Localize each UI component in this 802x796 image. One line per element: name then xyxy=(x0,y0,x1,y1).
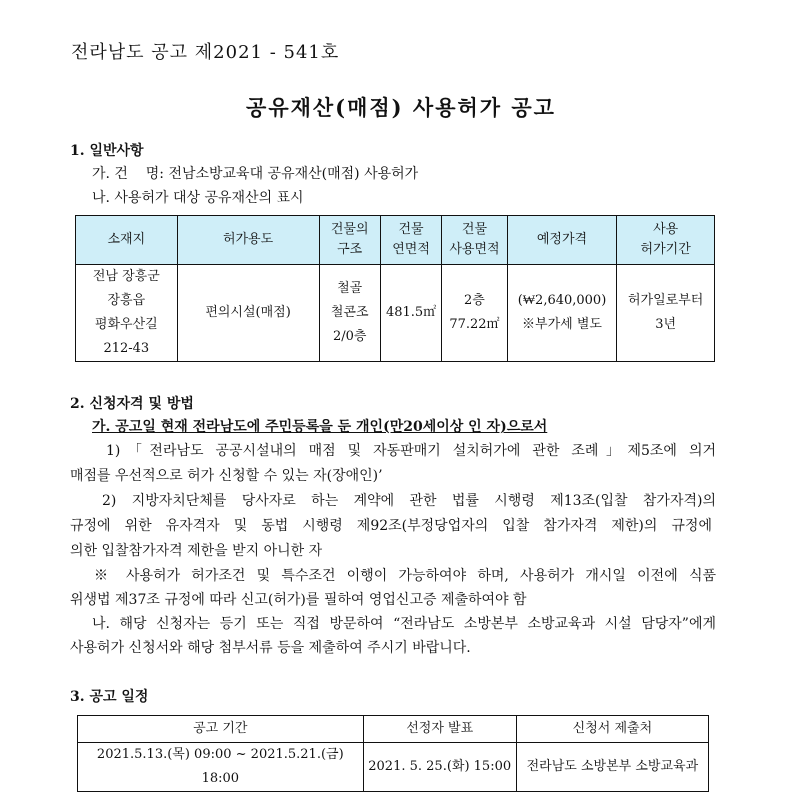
header-cell: 신청서 제출처 xyxy=(516,716,708,743)
table-cell: 전라남도 소방본부 소방교육과 xyxy=(516,743,708,792)
table-cell: 2021. 5. 25.(화) 15:00 xyxy=(363,743,516,792)
header-cell: 소재지 xyxy=(76,216,178,265)
table-cell: 편의시설(매점) xyxy=(177,265,319,362)
eligibility-2-line1: 2) 지방자치단체를 당사자로 하는 계약에 관한 법률 시행령 제13조(입찰 참가자격)의 xyxy=(102,493,716,509)
eligibility-2-line2: 규정에 위한 유자격자 및 동법 시행령 제92조(부정당업자의 입찰 참가자격 제한)의 규정에 xyxy=(70,518,712,534)
schedule-table-header xyxy=(78,716,709,743)
item-target: 나. 사용허가 대상 공유재산의 표시 xyxy=(92,190,304,206)
application-line2: 사용허가 신청서와 해당 첨부서류 등을 제출하여 주시기 바랍니다. xyxy=(70,640,471,656)
eligibility-2-line3: 의한 입찰참가자격 제한을 받지 아니한 자 xyxy=(70,543,323,559)
application-line1: 나. 해당 신청자는 등기 또는 직접 방문하여 “전라남도 소방본부 소방교육과 시설 담당자”에게 xyxy=(92,616,716,632)
table-cell: 철골 철콘조 2/0층 xyxy=(319,265,380,362)
table-cell: 허가일로부터 3년 xyxy=(617,265,715,362)
table-row xyxy=(76,265,715,362)
note-line1: ※ 사용허가 허가조건 및 특수조건 이행이 가능하여야 하며, 사용허가 개시일 이전에 식품 xyxy=(94,568,716,584)
schedule-table xyxy=(77,715,709,792)
section1-heading: 1. 일반사항 xyxy=(70,143,144,159)
table-cell: 481.5㎡ xyxy=(380,265,441,362)
table-cell: (₩2,640,000) ※부가세 별도 xyxy=(507,265,617,362)
table-cell: 2층 77.22㎡ xyxy=(442,265,507,362)
note-line2: 위생법 제37조 규정에 따라 신고(허가)를 필하여 영업신고증 제출하여야 함 xyxy=(70,592,527,608)
section2-heading: 2. 신청자격 및 방법 xyxy=(70,396,194,412)
item-name: 가. 건 명: 전남소방교육대 공유재산(매점) 사용허가 xyxy=(92,166,419,182)
eligibility-criteria: 가. 공고일 현재 전라남도에 주민등록을 둔 개인(만20세이상 인 자)으로서 xyxy=(92,419,548,435)
page-title: 공유재산(매점) 사용허가 공고 xyxy=(246,95,556,120)
header-cell: 건물의 구조 xyxy=(319,216,380,265)
header-cell: 선정자 발표 xyxy=(363,716,516,743)
header-cell: 건물 연면적 xyxy=(380,216,441,265)
section3-heading: 3. 공고 일정 xyxy=(70,689,149,705)
header-cell: 사용 허가기간 xyxy=(617,216,715,265)
property-table-header xyxy=(76,216,715,265)
property-table xyxy=(75,215,715,362)
notice-number: 전라남도 공고 제2021 - 541호 xyxy=(71,42,340,63)
table-row xyxy=(78,743,709,792)
eligibility-1-line2: 매점를 우선적으로 허가 신청할 수 있는 자(장애인)’ xyxy=(70,468,383,484)
table-cell: 2021.5.13.(목) 09:00 ~ 2021.5.21.(금) 18:00 xyxy=(78,743,364,792)
header-cell: 예정가격 xyxy=(507,216,617,265)
header-cell: 건물 사용면적 xyxy=(442,216,507,265)
table-cell: 전남 장흥군 장흥읍 평화우산길 212-43 xyxy=(76,265,178,362)
eligibility-1-line1: 1)「전라남도 공공시설내의 매점 및 자동판매기 설치허가에 관한 조례」제5조에 의거 xyxy=(106,443,716,459)
header-cell: 허가용도 xyxy=(177,216,319,265)
header-cell: 공고 기간 xyxy=(78,716,364,743)
